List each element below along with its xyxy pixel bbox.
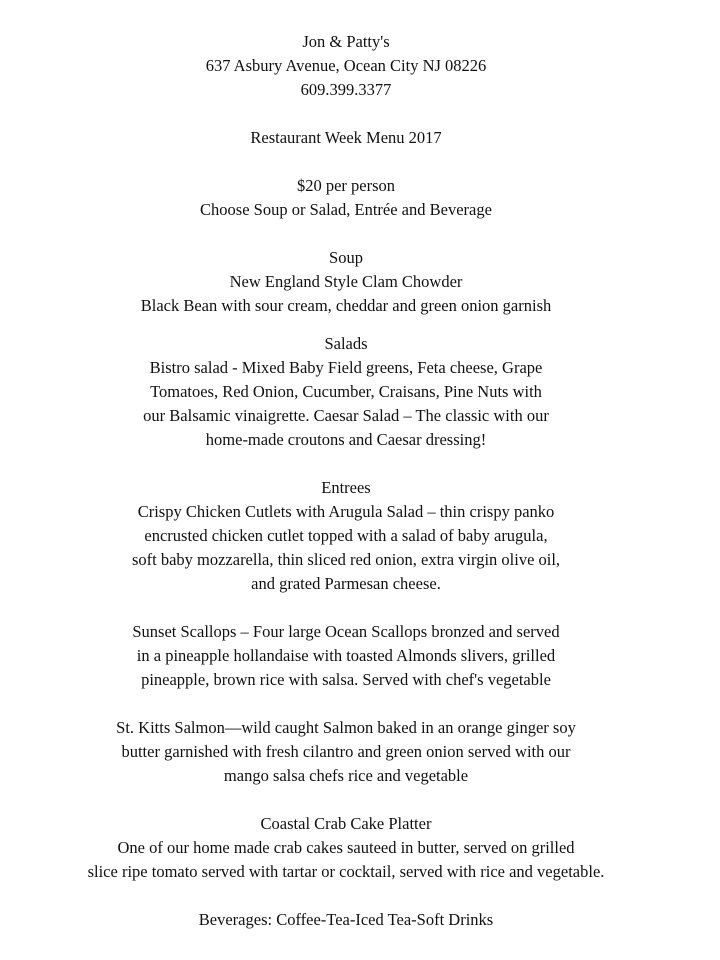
restaurant-name: Jon & Patty's [302,32,390,51]
entree-text-line: St. Kitts Salmon—wild caught Salmon baked in an orange ginger soy [116,718,576,737]
salads-text-line: home-made croutons and Caesar dressing! [205,430,487,449]
entrees-heading: Entrees [321,478,371,497]
entree-text-line: in a pineapple hollandaise with toasted Almonds slivers, grilled [136,646,556,665]
salads-text-line: Bistro salad - Mixed Baby Field greens, Feta cheese, Grape [149,358,543,377]
entrees-section [0,476,692,884]
menu-title: Restaurant Week Menu 2017 [250,128,442,147]
entree-text-line: Coastal Crab Cake Platter [260,814,432,833]
entree-text-line: One of our home made crab cakes sauteed in butter, served on grilled [117,838,575,857]
soup-item: New England Style Clam Chowder [229,272,463,291]
entree-text-line: Crispy Chicken Cutlets with Arugula Salad – thin crispy panko [137,502,555,521]
restaurant-header [0,30,692,102]
price: $20 per person [296,176,396,195]
salads-text-line: Tomatoes, Red Onion, Cucumber, Craisans, Pine Nuts with [150,382,542,401]
entree-salmon [0,716,692,788]
soup-heading: Soup [329,248,363,267]
restaurant-address: 637 Asbury Avenue, Ocean City NJ 08226 [205,56,487,75]
entree-text-line: and grated Parmesan cheese. [251,574,441,593]
entree-chicken [0,500,692,596]
entree-crab [0,812,692,884]
entree-scallops [0,620,692,692]
beverages-line: Beverages: Coffee-Tea-Iced Tea-Soft Drinks [198,910,494,929]
entree-text-line: encrusted chicken cutlet topped with a salad of baby arugula, [144,526,548,545]
entree-text-line: Sunset Scallops – Four large Ocean Scallops bronzed and served [132,622,560,641]
entree-text-line: butter garnished with fresh cilantro and green onion served with our [121,742,571,761]
entree-text-line: pineapple, brown rice with salsa. Served with chef's vegetable [141,670,551,689]
pricing-section [0,174,692,222]
entree-text-line: mango salsa chefs rice and vegetable [223,766,469,785]
salads-heading: Salads [324,334,368,353]
soup-item: Black Bean with sour cream, cheddar and green onion garnish [140,296,552,315]
entree-text-line: soft baby mozzarella, thin sliced red onion, extra virgin olive oil, [131,550,561,569]
salads-section [0,332,692,452]
soup-section [0,246,692,318]
salads-text-line: our Balsamic vinaigrette. Caesar Salad – The classic with our [143,406,549,425]
restaurant-phone: 609.399.3377 [300,80,392,99]
menu-document [0,30,692,932]
pricing-note: Choose Soup or Salad, Entrée and Beverage [200,200,492,219]
entree-text-line: slice ripe tomato served with tartar or cocktail, served with rice and vegetable. [87,862,605,881]
